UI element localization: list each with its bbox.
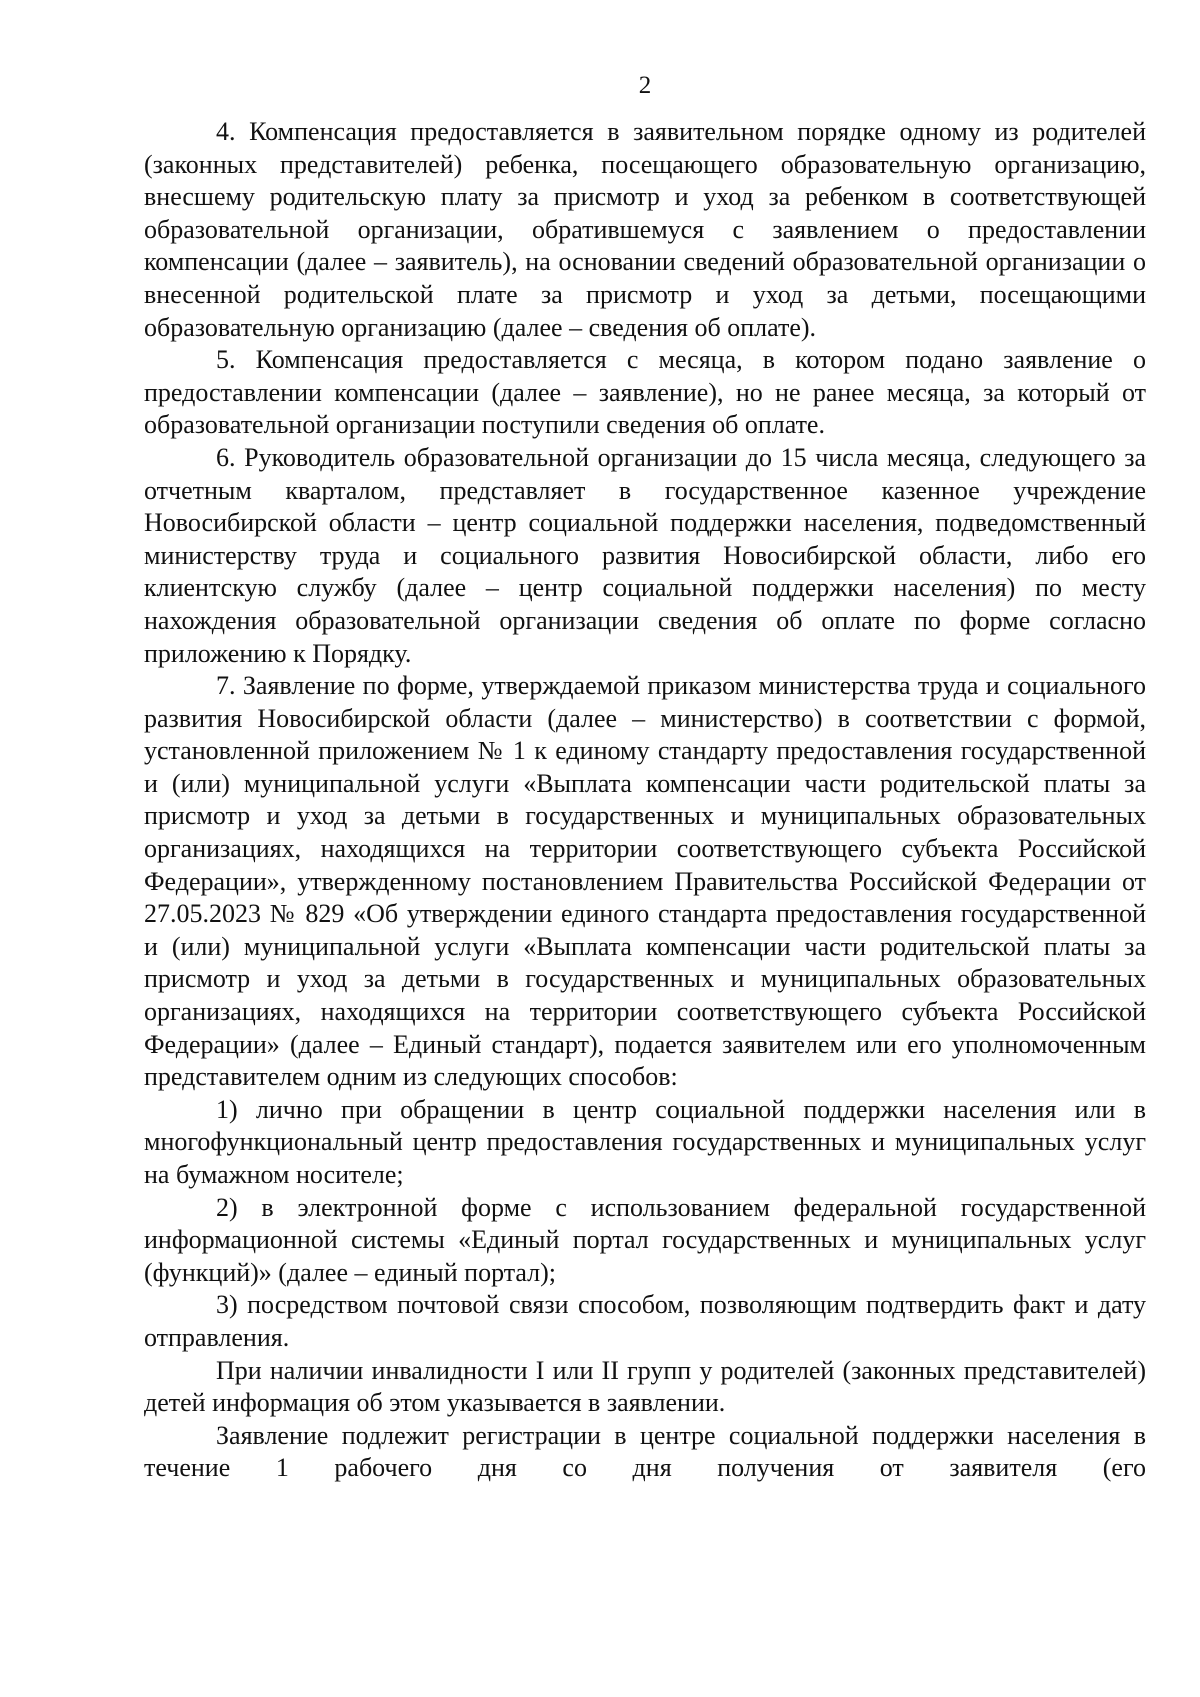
paragraph-7-item-2: 2) в электронной форме с использованием федеральной государственной информационной системы «Единый портал государственных и муниципальных услуг (функций)» (далее – единый портал); [144,1192,1146,1287]
paragraph-7-item-3: 3) посредством почтовой связи способом, позволяющим подтвердить факт и дату отправления. [144,1290,1146,1352]
document-page [144,66,1146,1485]
page-number: 2 [638,72,652,99]
paragraph-disability: При наличии инвалидности I или II групп у родителей (законных представителей) детей информация об этом указывается в заявлении. [144,1355,1146,1418]
paragraph-4: 4. Компенсация предоставляется в заявительном порядке одному из родителей (законных представителей) ребенка, посещающего образовательную организацию, внесшему родительскую плату за присмотр и уход за ребенком в соответствующей образовательной организации, обратившемуся с заявлением о предоставлении компенсации (далее – заявитель), на основании сведений образовательной организации о внесенной родительской плате за присмотр и уход за детьми, посещающими образовательную организацию (далее – сведения об оплате). [144,117,1146,342]
paragraph-5: 5. Компенсация предоставляется с месяца, в котором подано заявление о предоставлении компенсации (далее – заявление), но не ранее месяца, за который от образовательной организации поступили сведения об оплате. [144,345,1146,440]
paragraph-7: 7. Заявление по форме, утверждаемой приказом министерства труда и социального развития Новосибирской области (далее – министерство) в соответствии с формой, установленной приложением № 1 к единому стандарту предоставления государственной и (или) муниципальной услуги «Выплата компенсации части родительской платы за присмотр и уход за детьми в государственных и муниципальных образовательных организациях, находящихся на территории соответствующего субъекта Российской Федерации», утвержденному постановлением Правительства Российской Федерации от 27.05.2023 № 829 «Об утверждении единого стандарта предоставления государственной и (или) муниципальной услуги «Выплата компенсации части родительской платы за присмотр и уход за детьми в государственных и муниципальных образовательных организациях, находящихся на территории соответствующего субъекта Российской Федерации» (далее – Единый стандарт), подается заявителем или его уполномоченным представителем одним из следующих способов: [144,671,1146,1092]
paragraph-6: 6. Руководитель образовательной организации до 15 числа месяца, следующего за отчетным кварталом, представляет в государственное казенное учреждение Новосибирской области – центр социальной поддержки населения, подведомственный министерству труда и социального развития Новосибирской области, либо его клиентскую службу (далее – центр социальной поддержки населения) по месту нахождения образовательной организации сведения об оплате по форме согласно приложению к Порядку. [144,442,1146,668]
paragraph-7-item-1: 1) лично при обращении в центр социальной поддержки населения или в многофункциональный центр предоставления государственных и муниципальных услуг на бумажном носителе; [144,1094,1146,1189]
paragraph-registration: Заявление подлежит регистрации в центре социальной поддержки населения в течение 1 рабочего дня со дня получения от заявителя (его [144,1420,1146,1483]
